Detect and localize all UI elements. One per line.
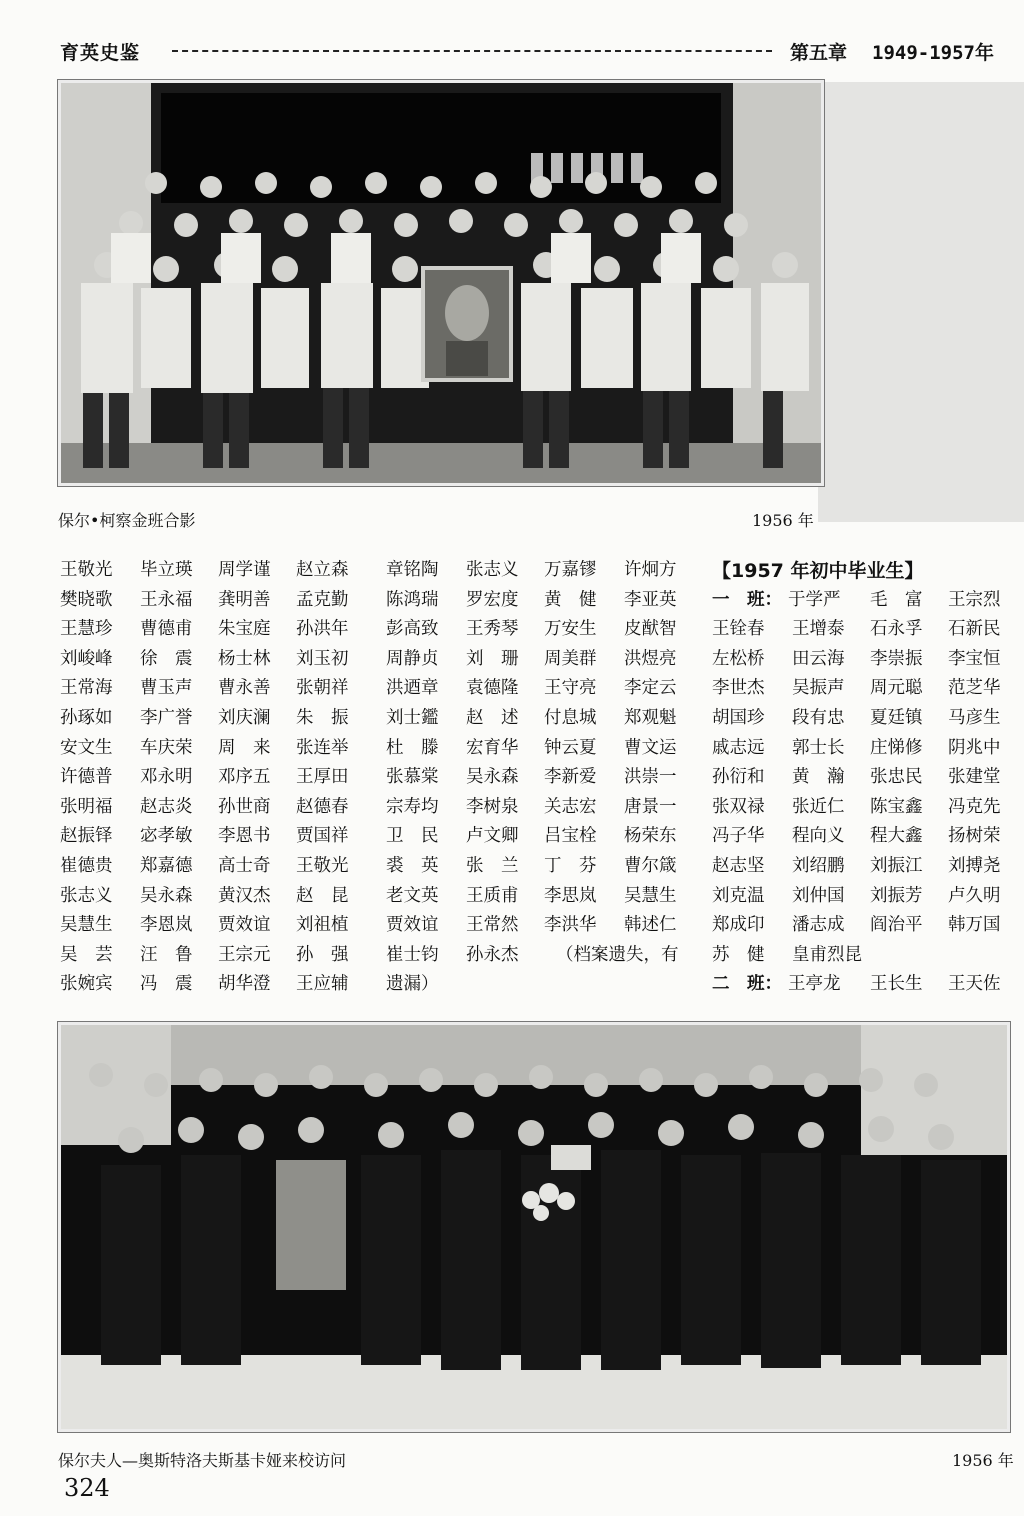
student-name: 郑观魁 <box>624 708 677 728</box>
book-title: 育英史鉴 <box>60 42 141 64</box>
graduate-name: 冯克先 <box>948 796 1001 817</box>
graduate-name: 程向义 <box>792 826 845 847</box>
graduate-name: 刘振江 <box>870 856 923 876</box>
student-name: 卫 民 <box>386 826 439 847</box>
student-name: 王敬光 <box>60 560 113 580</box>
graduate-name: 刘搏尧 <box>948 856 1001 876</box>
student-name: 丁 芬 <box>544 856 597 876</box>
student-name: 万嘉镠 <box>544 560 597 580</box>
archive-note-part2: 遗漏） <box>386 974 439 995</box>
graduate-name: 石新民 <box>948 619 1001 640</box>
student-name: 吴慧生 <box>60 915 113 936</box>
student-name: 洪煜亮 <box>624 648 677 669</box>
student-name: 孙洪年 <box>296 619 349 640</box>
graduate-name: 刘克温 <box>712 885 765 906</box>
student-name: 毕立瑛 <box>140 560 193 580</box>
student-name: 张明福 <box>60 796 113 817</box>
student-name: 贾效谊 <box>218 915 271 936</box>
graduate-name: 胡国珍 <box>712 708 765 728</box>
graduate-name: 赵志坚 <box>712 856 765 876</box>
student-name: 李定云 <box>624 678 677 699</box>
faded-background-image <box>818 82 1024 522</box>
student-name: 王应辅 <box>296 974 349 995</box>
student-name: 樊晓歌 <box>60 589 113 610</box>
graduate-name: 张建堂 <box>948 767 1001 788</box>
student-name: 孙世商 <box>218 796 271 817</box>
student-name: 邓序五 <box>218 767 271 788</box>
graduate-name: 刘仲国 <box>792 885 845 906</box>
student-name: 周 来 <box>218 737 271 758</box>
student-name: 冯 震 <box>140 974 193 995</box>
student-name: 王永福 <box>140 589 193 610</box>
student-name: 许炯方 <box>624 560 677 580</box>
student-name: 王秀琴 <box>466 619 519 640</box>
graduate-name: 韩万国 <box>948 915 1001 936</box>
graduate-name: 刘绍鹏 <box>792 856 845 876</box>
graduate-name: 戚志远 <box>712 737 765 758</box>
student-name: 王常然 <box>466 915 519 936</box>
student-name: 洪崇一 <box>624 767 677 788</box>
class1-label: 一 班： <box>712 589 782 610</box>
student-name: 吴慧生 <box>624 885 677 906</box>
student-name: 刘士鑑 <box>386 708 439 728</box>
graduate-name: 田云海 <box>792 648 845 669</box>
student-name: 刘 珊 <box>466 648 519 669</box>
student-name: 贾效谊 <box>386 915 439 936</box>
student-name: 张 兰 <box>466 856 519 876</box>
student-name: 崔德贵 <box>60 856 113 876</box>
student-name: 赵 述 <box>466 708 519 728</box>
student-name: 关志宏 <box>544 796 597 817</box>
graduate-name: 孙衍和 <box>712 767 765 788</box>
student-name: 张志义 <box>466 560 519 580</box>
student-name: 李广誉 <box>140 708 193 728</box>
student-name: 吴 芸 <box>60 944 113 965</box>
graduate-name: 王宗烈 <box>948 589 1001 610</box>
graduate-name: 于学严 <box>788 589 841 610</box>
graduate-name: 段有忠 <box>792 708 845 728</box>
graduate-name: 张近仁 <box>792 796 845 817</box>
student-name: 李思岚 <box>544 885 597 906</box>
graduate-name: 李宝恒 <box>948 648 1001 669</box>
graduate-name: 黄 瀚 <box>792 767 845 788</box>
student-name: 袁德隆 <box>466 678 519 699</box>
photo1-date: 1956 年 <box>752 511 814 530</box>
student-name: 王常海 <box>60 678 113 699</box>
student-name: 赵 昆 <box>296 885 349 906</box>
student-name: 刘庆澜 <box>218 708 271 728</box>
student-name: 汪 鲁 <box>140 944 193 965</box>
student-name: 孙永杰 <box>466 944 519 965</box>
graduate-name: 张双禄 <box>712 796 765 817</box>
student-name: 杜 滕 <box>386 737 439 758</box>
student-name: 付息城 <box>544 708 597 728</box>
visit-group-photo <box>58 1022 1010 1432</box>
student-name: 胡华澄 <box>218 974 271 995</box>
student-name: 崔士钧 <box>386 944 439 965</box>
student-name: 安文生 <box>60 737 113 758</box>
student-name: 周学谨 <box>218 560 271 580</box>
graduate-name: 左松桥 <box>712 648 765 669</box>
graduate-name: 王增泰 <box>792 619 845 640</box>
student-name: 孙 强 <box>296 944 349 965</box>
student-name: 吕宝栓 <box>544 826 597 847</box>
graduate-name: 潘志成 <box>792 915 845 936</box>
graduate-name: 程大鑫 <box>870 826 923 847</box>
student-name: 郑嘉德 <box>140 856 193 876</box>
graduate-name: 吴振声 <box>792 678 845 699</box>
graduate-name: 苏 健 <box>712 944 765 965</box>
student-name: 王宗元 <box>218 944 271 965</box>
student-name: 曹尔箴 <box>624 856 677 876</box>
student-name: 李洪华 <box>544 915 597 936</box>
graduate-name: 郭士长 <box>792 737 845 758</box>
class-group-photo <box>58 80 824 486</box>
archive-note-part1: （档案遗失，有 <box>556 944 679 965</box>
student-name: 张慕棠 <box>386 767 439 788</box>
student-name: 韩述仁 <box>624 915 677 936</box>
student-name: 彭高致 <box>386 619 439 640</box>
chapter-years: 1949-1957年 <box>872 42 994 64</box>
student-name: 曹玉声 <box>140 678 193 699</box>
student-name: 刘玉初 <box>296 648 349 669</box>
graduate-name: 王长生 <box>870 974 923 995</box>
student-name: 皮猷智 <box>624 619 677 640</box>
student-name: 孟克勤 <box>296 589 349 610</box>
graduate-name: 李崇振 <box>870 648 923 669</box>
student-name: 李树泉 <box>466 796 519 817</box>
graduate-name: 王亭龙 <box>788 974 841 995</box>
student-name: 贾国祥 <box>296 826 349 847</box>
student-name: 陈鸿瑞 <box>386 589 439 610</box>
student-name: 徐 震 <box>140 648 193 669</box>
graduate-name: 毛 富 <box>870 589 923 610</box>
student-name: 杨荣东 <box>624 826 677 847</box>
graduate-name: 周元聪 <box>870 678 923 699</box>
student-name: 张连举 <box>296 737 349 758</box>
graduate-name: 扬树荣 <box>948 826 1001 847</box>
student-name: 王慧珍 <box>60 619 113 640</box>
graduate-name: 马彦生 <box>948 708 1001 728</box>
student-name: 张朝祥 <box>296 678 349 699</box>
student-name: 朱宝庭 <box>218 619 271 640</box>
student-name: 王守亮 <box>544 678 597 699</box>
student-name: 裘 英 <box>386 856 439 876</box>
student-name: 李新爱 <box>544 767 597 788</box>
graduate-name: 石永孚 <box>870 619 923 640</box>
graduate-name: 王天佐 <box>948 974 1001 995</box>
student-name: 赵德春 <box>296 796 349 817</box>
photo1-caption: 保尔•柯察金班合影 <box>58 511 196 530</box>
graduate-name: 阎治平 <box>870 915 923 936</box>
student-name: 高士奇 <box>218 856 271 876</box>
student-name: 李亚英 <box>624 589 677 610</box>
graduate-name: 张忠民 <box>870 767 923 788</box>
student-name: 赵振铎 <box>60 826 113 847</box>
student-name: 李恩书 <box>218 826 271 847</box>
student-name: 黄汉杰 <box>218 885 271 906</box>
graduate-name: 皇甫烈昆 <box>792 944 862 965</box>
student-name: 唐景一 <box>624 796 677 817</box>
student-name: 吴永森 <box>466 767 519 788</box>
graduate-name: 陈宝鑫 <box>870 796 923 817</box>
student-name: 黄 健 <box>544 589 597 610</box>
student-name: 周美群 <box>544 648 597 669</box>
student-name: 王厚田 <box>296 767 349 788</box>
student-name: 张婉宾 <box>60 974 113 995</box>
student-name: 李恩岚 <box>140 915 193 936</box>
graduate-name: 李世杰 <box>712 678 765 699</box>
graduate-name: 阴兆中 <box>948 737 1001 758</box>
student-name: 曹文运 <box>624 737 677 758</box>
graduate-name: 刘振芳 <box>870 885 923 906</box>
student-name: 车庆荣 <box>140 737 193 758</box>
student-name: 章铭陶 <box>386 560 439 580</box>
student-name: 王质甫 <box>466 885 519 906</box>
student-name: 万安生 <box>544 619 597 640</box>
chapter-label: 第五章 <box>790 42 848 64</box>
graduates-title: 【1957 年初中毕业生】 <box>712 560 924 582</box>
student-name: 曹德甫 <box>140 619 193 640</box>
student-name: 杨士林 <box>218 648 271 669</box>
student-name: 老文英 <box>386 885 439 906</box>
student-name: 吴永森 <box>140 885 193 906</box>
student-name: 赵立森 <box>296 560 349 580</box>
student-name: 卢文卿 <box>466 826 519 847</box>
student-name: 刘祖植 <box>296 915 349 936</box>
student-name: 宗寿均 <box>386 796 439 817</box>
graduate-name: 范芝华 <box>948 678 1001 699</box>
graduate-name: 郑成印 <box>712 915 765 936</box>
student-name: 张志义 <box>60 885 113 906</box>
header-rule <box>172 50 772 52</box>
student-name: 宓孝敏 <box>140 826 193 847</box>
graduate-name: 王铨春 <box>712 619 765 640</box>
student-name: 许德普 <box>60 767 113 788</box>
student-name: 洪迺章 <box>386 678 439 699</box>
graduate-name: 卢久明 <box>948 885 1001 906</box>
student-name: 孙琢如 <box>60 708 113 728</box>
student-name: 邓永明 <box>140 767 193 788</box>
student-name: 周静贞 <box>386 648 439 669</box>
class2-label: 二 班： <box>712 974 782 995</box>
student-name: 罗宏度 <box>466 589 519 610</box>
student-name: 龚明善 <box>218 589 271 610</box>
photo2-caption: 保尔夫人—奥斯特洛夫斯基卡娅来校访问 <box>58 1451 347 1470</box>
student-name: 钟云夏 <box>544 737 597 758</box>
page-number: 324 <box>64 1474 110 1502</box>
student-name: 宏育华 <box>466 737 519 758</box>
graduate-name: 夏廷镇 <box>870 708 923 728</box>
graduate-name: 冯子华 <box>712 826 765 847</box>
graduate-name: 庄悌修 <box>870 737 923 758</box>
student-name: 朱 振 <box>296 708 349 728</box>
student-name: 刘峻峰 <box>60 648 113 669</box>
photo2-date: 1956 年 <box>952 1451 1014 1470</box>
student-name: 王敬光 <box>296 856 349 876</box>
student-name: 赵志炎 <box>140 796 193 817</box>
student-name: 曹永善 <box>218 678 271 699</box>
